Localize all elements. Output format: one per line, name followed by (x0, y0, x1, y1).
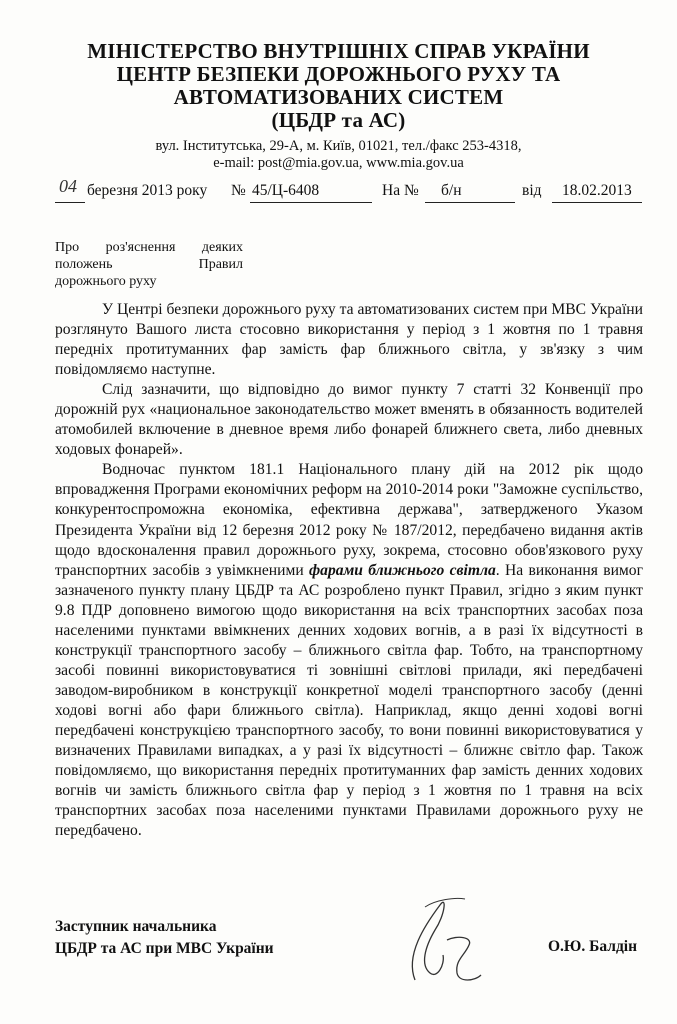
number-label: № (231, 182, 246, 199)
address: вул. Інститутська, 29-А, м. Київ, 01021, тел./факс 253-4318, (155, 138, 522, 154)
from-label: від (522, 182, 542, 199)
registration-day: 04 (59, 176, 77, 196)
registration-month-year: березня 2013 року (87, 182, 208, 199)
signatory-organization: ЦБДР та АС при МВС України (55, 940, 274, 957)
incoming-label: На № (382, 182, 419, 199)
letterhead (0, 40, 677, 172)
paragraph-2: Слід зазначити, що відповідно до вимог пункту 7 статті 32 Конвенції про дорожній рух «национальное законодательство может вменять в обязанность водителей атомобилей включение в дневное время либо фонарей ближнего света, либо дневных ходовых фонарей». (55, 381, 643, 459)
subject-line2: положень Правил (55, 257, 243, 272)
contacts: e-mail: post@mia.gov.ua, www.mia.gov.ua (213, 155, 464, 171)
ministry-name: МІНІСТЕРСТВО ВНУТРІШНІХ СПРАВ УКРАЇНИ (87, 39, 590, 63)
subject-line1: Про роз'яснення деяких (55, 240, 243, 255)
paragraph-3: Водночас пунктом 181.1 Національного плану дій на 2012 рік щодо впровадження Програми економічних реформ на 2010-2014 роки "Заможне суспільство, конкурентоспроможна економіка, ефективна держава", затвердженого Указом Президента України від 12 березня 2012 року № 187/2012, передбачено видання актів щодо вдосконалення правил дорожнього руху, зокрема, стосовно обов'язкового руху транспортних засобів з увімкненими фарами ближнього світла. На виконання вимог зазначеного пункту плану ЦБДР та АС розроблено пункт Правил, згідно з яким пункт 9.8 ПДР доповнено вимогою щодо використання на всіх транспортних засобах поза населеними пунктами ввімкнених денних ходових вогнів, а в разі їх відсутності в конструкції транспортного засобу – ближнього світла фар. Тобто, на транспортному засобі повинні використовуватися ті зовнішні світлові прилади, які передбачені заводом-виробником в конструкції конкретної моделі транспортного засобу (денні ходові вогні або фари ближнього світла). Наприклад, якщо денні ходові вогні передбачені конструкцією транспортного засобу, то вони повинні використовуватися у визначених Правилами випадках, а у разі їх відсутності – ближнє світло фар. Також повідомляємо, що використання передніх протитуманних фар замість денних ходових вогнів чи замість ближнього світла фар у період з 1 жовтня по 1 травня на всіх транспортних засобах поза населеними пунктами Правилами дорожнього руху не передбачено. (55, 461, 643, 840)
signatory-position: Заступник начальника (55, 918, 217, 935)
signatory-name: О.Ю. Балдін (548, 938, 638, 955)
incoming-number: б/н (441, 182, 462, 199)
center-name-line1: ЦЕНТР БЕЗПЕКИ ДОРОЖНЬОГО РУХУ ТА (116, 62, 561, 86)
letter-body (55, 300, 643, 841)
subject-line3: дорожнього руху (55, 274, 157, 289)
center-abbreviation: (ЦБДР та АС) (271, 108, 406, 132)
emphasis-low-beam: фарами ближнього світла (309, 561, 496, 579)
center-name-line2: АВТОМАТИЗОВАНИХ СИСТЕМ (173, 85, 504, 109)
registration-number: 45/Ц-6408 (252, 182, 320, 199)
handwritten-signature (385, 885, 505, 995)
paragraph-1: У Центрі безпеки дорожнього руху та автоматизованих систем при МВС України розглянуто Вашого листа стосовно використання у період з 1 жовтня по 1 травня передніх протитуманних фар замість фар ближнього світла, у зв'язку з чим повідомляємо наступне. (55, 301, 643, 379)
incoming-date: 18.02.2013 (562, 182, 632, 199)
signatory-title (55, 916, 274, 960)
subject-block (55, 239, 243, 290)
